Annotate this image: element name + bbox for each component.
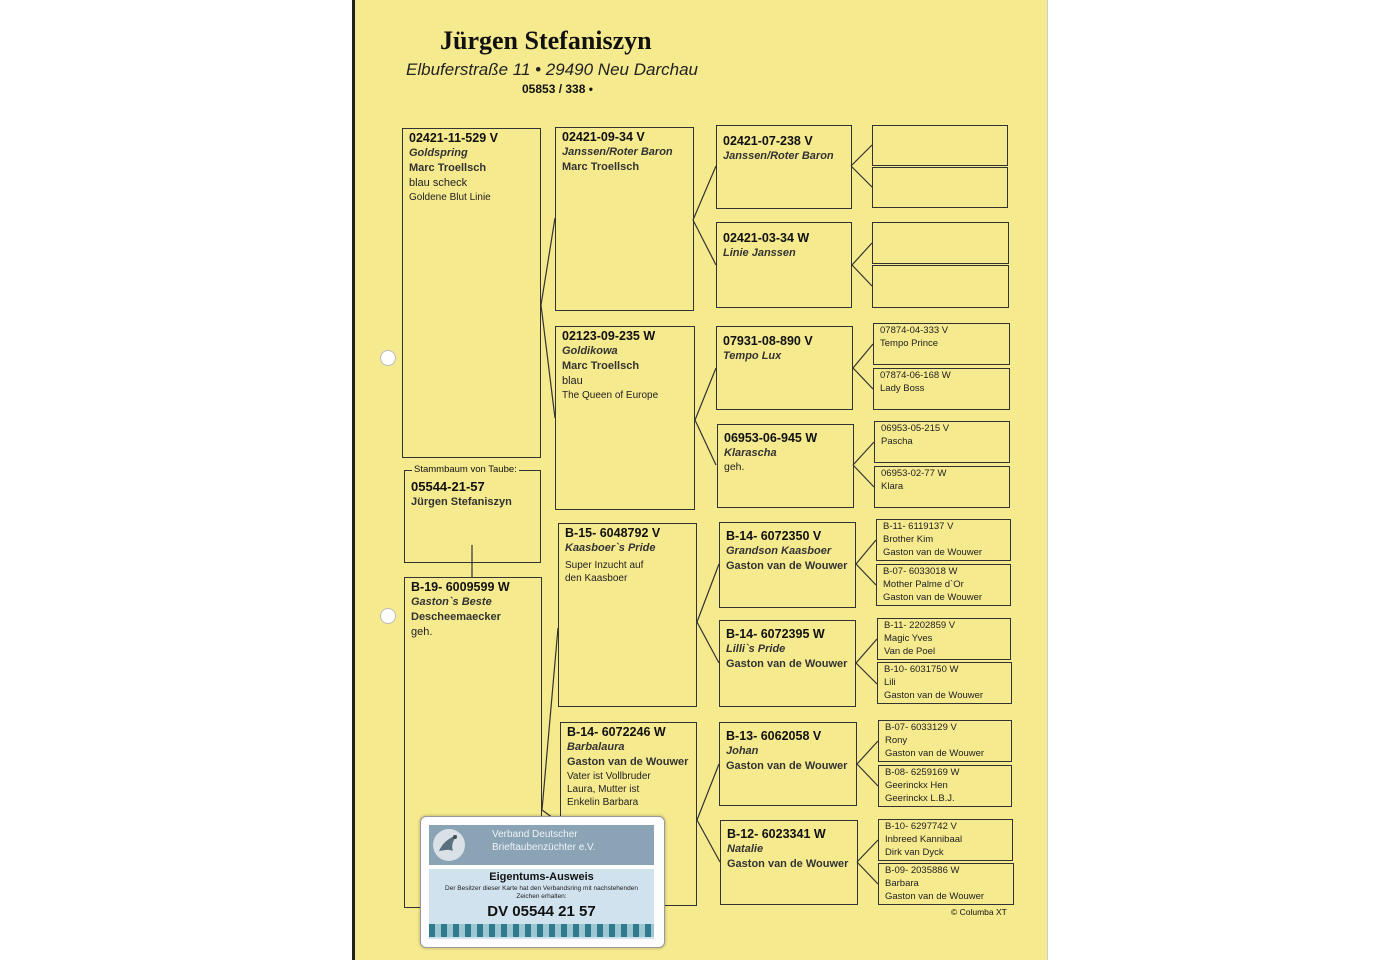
punch-hole-top bbox=[380, 350, 396, 366]
gen4-5-ring: 07874-04-333 V bbox=[880, 325, 949, 336]
gen4-16-line2: Gaston van de Wouwer bbox=[885, 891, 985, 902]
gen4-box-6 bbox=[873, 368, 1010, 410]
gen3-fff-box bbox=[716, 125, 852, 209]
card-body bbox=[429, 869, 654, 939]
subject-caption: Stammbaum von Taube: bbox=[414, 464, 517, 475]
gen3-mmm-ring: B-12- 6023341 W bbox=[727, 827, 826, 841]
gen4-7-line1: Pascha bbox=[881, 436, 913, 447]
gen4-10-line1: Mother Palme d`Or bbox=[883, 579, 964, 590]
gen3-mff-ring: B-14- 6072350 V bbox=[726, 529, 822, 543]
gen4-6-ring: 07874-06-168 W bbox=[880, 370, 951, 381]
gen4-box-15 bbox=[878, 819, 1013, 861]
gen2-fm-owner: Marc Troellsch bbox=[562, 360, 640, 372]
copyright-text: © Columba XT bbox=[951, 907, 1007, 917]
subject-owner: Jürgen Stefaniszyn bbox=[411, 496, 512, 508]
gen2-mf-name: Kaasboer`s Pride bbox=[565, 542, 656, 554]
card-ring-number: DV 05544 21 57 bbox=[487, 903, 596, 920]
gen3-mmm-owner: Gaston van de Wouwer bbox=[727, 858, 849, 870]
gen3-mmm-name: Natalie bbox=[727, 843, 764, 855]
gen2-fm-color: blau bbox=[562, 375, 583, 387]
gen4-9-line1: Brother Kim bbox=[883, 534, 934, 545]
gen4-box-7 bbox=[874, 421, 1010, 463]
gen2-fm-name: Goldikowa bbox=[562, 345, 618, 357]
gen4-box-8 bbox=[874, 466, 1010, 508]
gen4-8-ring: 06953-02-77 W bbox=[881, 468, 947, 479]
punch-hole-bottom bbox=[380, 608, 396, 624]
gen2-fm-note: The Queen of Europe bbox=[562, 390, 659, 401]
gen3-mmm-box bbox=[720, 820, 858, 905]
gen3-fmf-box bbox=[716, 326, 853, 410]
gen4-11-line1: Magic Yves bbox=[884, 633, 933, 644]
gen3-mfm-ring: B-14- 6072395 W bbox=[726, 627, 825, 641]
card-text: Der Besitzer dieser Karte hat den Verbandsring mit nachstehenden Zeichen erhalten: bbox=[445, 885, 638, 900]
mother-name: Gaston`s Beste bbox=[411, 596, 492, 608]
gen2-fm-box bbox=[555, 326, 695, 510]
gen4-box-9 bbox=[876, 519, 1011, 561]
gen4-15-line1: Inbreed Kannibaal bbox=[885, 834, 963, 845]
subject-ring: 05544-21-57 bbox=[411, 479, 485, 494]
gen3-fmm-ring: 06953-06-945 W bbox=[724, 431, 818, 445]
gen4-12-line1: Lili bbox=[884, 677, 896, 688]
gen4-8-line1: Klara bbox=[881, 481, 904, 492]
mother-color: geh. bbox=[411, 626, 433, 638]
gen3-mmf-box bbox=[719, 722, 857, 806]
gen2-mf-box bbox=[558, 523, 697, 707]
gen4-14-line2: Geerinckx L.B.J. bbox=[885, 793, 955, 804]
gen3-mmf-owner: Gaston van de Wouwer bbox=[726, 760, 848, 772]
gen2-ff-box bbox=[555, 127, 694, 311]
gen3-mff-box bbox=[719, 522, 856, 608]
gen3-fff-name: Janssen/Roter Baron bbox=[723, 150, 834, 162]
gen3-ffm-ring: 02421-03-34 W bbox=[723, 231, 810, 245]
gen2-ff-owner: Marc Troellsch bbox=[562, 161, 640, 173]
pigeon-logo-icon bbox=[433, 829, 465, 861]
gen4-11-ring: B-11- 2202859 V bbox=[884, 620, 956, 631]
card-pattern-strip bbox=[429, 924, 654, 937]
gen3-mfm-name: Lilli`s Pride bbox=[726, 643, 786, 655]
gen4-15-line2: Dirk van Dyck bbox=[885, 847, 944, 858]
gen4-box-1 bbox=[872, 125, 1008, 166]
gen4-14-ring: B-08- 6259169 W bbox=[885, 767, 960, 778]
gen2-mm-note: Vater ist Vollbruder Laura, Mutter ist Enkelin Barbara bbox=[567, 771, 651, 808]
gen4-12-line2: Gaston van de Wouwer bbox=[884, 690, 984, 701]
gen4-10-ring: B-07- 6033018 W bbox=[883, 566, 958, 577]
card-header bbox=[429, 825, 654, 865]
mother-ring: B-19- 6009599 W bbox=[411, 580, 510, 594]
gen3-ffm-name: Linie Janssen bbox=[723, 247, 796, 259]
gen4-box-3 bbox=[872, 222, 1009, 264]
gen3-mfm-owner: Gaston van de Wouwer bbox=[726, 658, 848, 670]
gen4-13-ring: B-07- 6033129 V bbox=[885, 722, 957, 733]
gen4-11-line2: Van de Poel bbox=[884, 646, 936, 657]
gen3-mmf-name: Johan bbox=[726, 745, 759, 757]
gen3-mff-name: Grandson Kaasboer bbox=[726, 545, 832, 557]
gen3-fff-ring: 02421-07-238 V bbox=[723, 134, 813, 148]
gen2-mm-ring: B-14- 6072246 W bbox=[567, 725, 666, 739]
gen3-fmf-ring: 07931-08-890 V bbox=[723, 334, 813, 348]
gen4-box-4 bbox=[872, 265, 1009, 308]
gen4-12-ring: B-10- 6031750 W bbox=[884, 664, 959, 675]
gen2-mm-name: Barbalaura bbox=[567, 741, 625, 753]
father-name: Goldspring bbox=[409, 147, 468, 159]
gen2-mm-owner: Gaston van de Wouwer bbox=[567, 756, 689, 768]
gen3-mmf-ring: B-13- 6062058 V bbox=[726, 729, 822, 743]
gen4-16-ring: B-09- 2035886 W bbox=[885, 865, 960, 876]
gen4-13-line2: Gaston van de Wouwer bbox=[885, 748, 985, 759]
breeder-address: Elbuferstraße 11 • 29490 Neu Darchau bbox=[406, 60, 698, 79]
gen4-9-ring: B-11- 6119137 V bbox=[883, 521, 954, 532]
gen4-10-line2: Gaston van de Wouwer bbox=[883, 592, 983, 603]
gen4-box-10 bbox=[876, 564, 1011, 606]
father-color: blau scheck bbox=[409, 177, 468, 189]
gen4-box-16 bbox=[878, 863, 1014, 905]
gen3-mff-owner: Gaston van de Wouwer bbox=[726, 560, 848, 572]
breeder-phone: 05853 / 338 • bbox=[522, 82, 593, 96]
gen4-box-12 bbox=[877, 662, 1012, 704]
gen3-mfm-box bbox=[719, 620, 856, 707]
gen3-fmf-name: Tempo Lux bbox=[723, 350, 782, 362]
gen4-5-line1: Tempo Prince bbox=[880, 338, 939, 349]
gen4-box-2 bbox=[872, 167, 1008, 208]
gen2-ff-name: Janssen/Roter Baron bbox=[562, 146, 673, 158]
breeder-name: Jürgen Stefaniszyn bbox=[440, 26, 652, 55]
gen2-fm-ring: 02123-09-235 W bbox=[562, 329, 656, 343]
father-owner: Marc Troellsch bbox=[409, 162, 487, 174]
father-note: Goldene Blut Linie bbox=[409, 192, 491, 203]
gen4-box-14 bbox=[878, 765, 1012, 807]
mother-owner: Descheemaecker bbox=[411, 611, 501, 623]
gen3-fmm-box bbox=[717, 424, 854, 508]
father-ring: 02421-11-529 V bbox=[409, 131, 498, 145]
gen2-mf-ring: B-15- 6048792 V bbox=[565, 526, 661, 540]
gen2-mf-note: Super Inzucht auf den Kaasboer bbox=[565, 560, 644, 584]
gen4-box-5 bbox=[873, 323, 1010, 365]
gen4-14-line1: Geerinckx Hen bbox=[885, 780, 948, 791]
gen4-6-line1: Lady Boss bbox=[880, 383, 925, 394]
card-org-name: Verband Deutscher Brieftaubenzüchter e.V. bbox=[492, 829, 596, 853]
gen3-fmm-name: Klarascha bbox=[724, 447, 777, 459]
gen3-ffm-box bbox=[716, 222, 852, 308]
subject-box bbox=[404, 470, 541, 563]
gen4-7-ring: 06953-05-215 V bbox=[881, 423, 950, 434]
gen3-fmm-color: geh. bbox=[724, 461, 745, 473]
gen4-9-line2: Gaston van de Wouwer bbox=[883, 547, 983, 558]
gen4-13-line1: Rony bbox=[885, 735, 908, 746]
gen4-16-line1: Barbara bbox=[885, 878, 919, 889]
gen4-15-ring: B-10- 6297742 V bbox=[885, 821, 957, 832]
gen4-box-11 bbox=[877, 618, 1011, 660]
ownership-card bbox=[420, 816, 665, 948]
card-title: Eigentums-Ausweis bbox=[489, 871, 594, 883]
gen4-box-13 bbox=[878, 720, 1012, 762]
gen2-ff-ring: 02421-09-34 V bbox=[562, 130, 645, 144]
father-box bbox=[402, 128, 541, 458]
